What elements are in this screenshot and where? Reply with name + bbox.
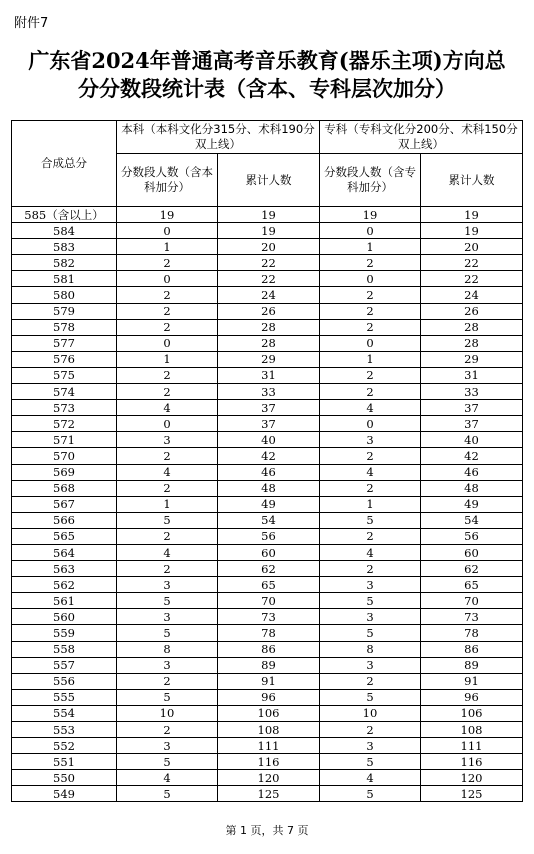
table-row	[12, 593, 523, 609]
cell-total-score: 557	[12, 657, 117, 673]
cell-total-score: 555	[12, 689, 117, 705]
table-body	[12, 207, 523, 802]
cell-undergrad-count: 3	[117, 577, 218, 593]
cell-total-score: 582	[12, 255, 117, 271]
cell-undergrad-cumulative: 19	[218, 223, 320, 239]
cell-undergrad-count: 2	[117, 319, 218, 335]
cell-junior-count: 1	[320, 239, 421, 255]
cell-junior-cumulative: 42	[421, 448, 523, 464]
table-row	[12, 480, 523, 496]
cell-junior-cumulative: 40	[421, 432, 523, 448]
cell-undergrad-cumulative: 46	[218, 464, 320, 480]
page-footer: 第 1 页，共 7 页	[225, 824, 309, 837]
table-row	[12, 271, 523, 287]
cell-undergrad-count: 2	[117, 673, 218, 689]
score-distribution-table	[11, 120, 523, 802]
table-row	[12, 448, 523, 464]
document-title-line-1: 广东省2024年普通高考音乐教育(器乐主项)方向总	[28, 48, 506, 73]
header-total-score: 合成总分	[12, 121, 117, 207]
cell-junior-cumulative: 73	[421, 609, 523, 625]
cell-total-score: 550	[12, 770, 117, 786]
cell-junior-count: 1	[320, 351, 421, 367]
cell-undergrad-count: 0	[117, 416, 218, 432]
cell-junior-cumulative: 37	[421, 416, 523, 432]
cell-junior-count: 2	[320, 287, 421, 303]
cell-junior-cumulative: 37	[421, 400, 523, 416]
cell-undergrad-count: 4	[117, 464, 218, 480]
cell-junior-cumulative: 26	[421, 303, 523, 319]
cell-undergrad-cumulative: 49	[218, 496, 320, 512]
cell-total-score: 551	[12, 754, 117, 770]
cell-junior-count: 2	[320, 367, 421, 383]
cell-junior-count: 3	[320, 432, 421, 448]
cell-junior-cumulative: 60	[421, 544, 523, 560]
cell-undergrad-count: 8	[117, 641, 218, 657]
cell-undergrad-cumulative: 116	[218, 754, 320, 770]
cell-junior-cumulative: 19	[421, 223, 523, 239]
cell-junior-count: 5	[320, 512, 421, 528]
header-undergrad-cumulative: 累计人数	[218, 154, 320, 207]
cell-junior-count: 0	[320, 271, 421, 287]
cell-undergrad-cumulative: 22	[218, 271, 320, 287]
table-row	[12, 722, 523, 738]
table-row	[12, 239, 523, 255]
cell-undergrad-count: 2	[117, 384, 218, 400]
cell-junior-count: 2	[320, 384, 421, 400]
cell-total-score: 581	[12, 271, 117, 287]
table-row	[12, 223, 523, 239]
cell-junior-cumulative: 54	[421, 512, 523, 528]
table-row	[12, 400, 523, 416]
cell-undergrad-count: 2	[117, 303, 218, 319]
cell-junior-cumulative: 96	[421, 689, 523, 705]
cell-junior-count: 19	[320, 207, 421, 223]
cell-junior-cumulative: 56	[421, 528, 523, 544]
cell-undergrad-count: 2	[117, 528, 218, 544]
cell-undergrad-cumulative: 40	[218, 432, 320, 448]
cell-junior-cumulative: 49	[421, 496, 523, 512]
cell-undergrad-cumulative: 111	[218, 738, 320, 754]
cell-junior-cumulative: 19	[421, 207, 523, 223]
cell-undergrad-cumulative: 86	[218, 641, 320, 657]
cell-undergrad-count: 2	[117, 561, 218, 577]
header-junior-count: 分数段人数（含专科加分）	[320, 154, 421, 207]
cell-junior-count: 3	[320, 609, 421, 625]
cell-junior-count: 2	[320, 255, 421, 271]
table-row	[12, 255, 523, 271]
cell-junior-cumulative: 108	[421, 722, 523, 738]
cell-total-score: 552	[12, 738, 117, 754]
table-row	[12, 512, 523, 528]
cell-junior-count: 2	[320, 528, 421, 544]
cell-total-score: 571	[12, 432, 117, 448]
cell-junior-count: 2	[320, 303, 421, 319]
table-row	[12, 496, 523, 512]
cell-undergrad-cumulative: 54	[218, 512, 320, 528]
cell-junior-cumulative: 120	[421, 770, 523, 786]
cell-junior-cumulative: 24	[421, 287, 523, 303]
cell-undergrad-cumulative: 37	[218, 400, 320, 416]
cell-undergrad-cumulative: 125	[218, 786, 320, 802]
cell-undergrad-count: 2	[117, 722, 218, 738]
cell-undergrad-count: 2	[117, 367, 218, 383]
cell-junior-count: 0	[320, 223, 421, 239]
cell-junior-cumulative: 125	[421, 786, 523, 802]
cell-undergrad-cumulative: 22	[218, 255, 320, 271]
table-row	[12, 416, 523, 432]
cell-total-score: 575	[12, 367, 117, 383]
cell-undergrad-cumulative: 20	[218, 239, 320, 255]
cell-junior-cumulative: 46	[421, 464, 523, 480]
cell-total-score: 568	[12, 480, 117, 496]
cell-junior-cumulative: 20	[421, 239, 523, 255]
cell-undergrad-cumulative: 28	[218, 335, 320, 351]
cell-junior-count: 4	[320, 400, 421, 416]
cell-undergrad-count: 5	[117, 593, 218, 609]
table-row	[12, 754, 523, 770]
cell-junior-cumulative: 22	[421, 271, 523, 287]
cell-total-score: 559	[12, 625, 117, 641]
cell-junior-count: 4	[320, 464, 421, 480]
cell-undergrad-cumulative: 108	[218, 722, 320, 738]
table-row	[12, 577, 523, 593]
cell-total-score: 577	[12, 335, 117, 351]
cell-junior-cumulative: 116	[421, 754, 523, 770]
cell-junior-count: 0	[320, 416, 421, 432]
cell-undergrad-cumulative: 24	[218, 287, 320, 303]
cell-junior-cumulative: 89	[421, 657, 523, 673]
cell-junior-count: 4	[320, 544, 421, 560]
table-row	[12, 335, 523, 351]
cell-undergrad-count: 0	[117, 335, 218, 351]
header-undergrad-count: 分数段人数（含本科加分）	[117, 154, 218, 207]
cell-junior-count: 4	[320, 770, 421, 786]
cell-junior-count: 5	[320, 754, 421, 770]
cell-undergrad-count: 3	[117, 738, 218, 754]
cell-undergrad-count: 3	[117, 609, 218, 625]
cell-junior-cumulative: 78	[421, 625, 523, 641]
table-row	[12, 319, 523, 335]
cell-undergrad-cumulative: 28	[218, 319, 320, 335]
cell-undergrad-cumulative: 42	[218, 448, 320, 464]
cell-undergrad-cumulative: 62	[218, 561, 320, 577]
cell-junior-count: 2	[320, 448, 421, 464]
table-row	[12, 657, 523, 673]
cell-undergrad-count: 5	[117, 754, 218, 770]
cell-undergrad-cumulative: 65	[218, 577, 320, 593]
cell-junior-cumulative: 106	[421, 705, 523, 721]
table-row	[12, 287, 523, 303]
cell-total-score: 554	[12, 705, 117, 721]
cell-undergrad-count: 3	[117, 657, 218, 673]
cell-undergrad-count: 5	[117, 625, 218, 641]
cell-total-score: 578	[12, 319, 117, 335]
cell-junior-cumulative: 91	[421, 673, 523, 689]
cell-undergrad-cumulative: 89	[218, 657, 320, 673]
cell-junior-count: 0	[320, 335, 421, 351]
cell-undergrad-cumulative: 96	[218, 689, 320, 705]
cell-total-score: 558	[12, 641, 117, 657]
cell-undergrad-count: 10	[117, 705, 218, 721]
cell-total-score: 565	[12, 528, 117, 544]
cell-junior-count: 2	[320, 480, 421, 496]
table-row	[12, 673, 523, 689]
cell-junior-count: 5	[320, 593, 421, 609]
header-undergrad-group: 本科（本科文化分315分、术科190分双上线）	[117, 121, 320, 154]
cell-undergrad-cumulative: 60	[218, 544, 320, 560]
cell-junior-count: 8	[320, 641, 421, 657]
table-row	[12, 705, 523, 721]
cell-undergrad-cumulative: 29	[218, 351, 320, 367]
cell-junior-count: 2	[320, 722, 421, 738]
cell-junior-cumulative: 111	[421, 738, 523, 754]
table-row	[12, 561, 523, 577]
cell-undergrad-count: 5	[117, 786, 218, 802]
table-row	[12, 738, 523, 754]
cell-total-score: 561	[12, 593, 117, 609]
cell-undergrad-count: 2	[117, 287, 218, 303]
cell-total-score: 566	[12, 512, 117, 528]
cell-undergrad-cumulative: 56	[218, 528, 320, 544]
table-row	[12, 528, 523, 544]
cell-junior-count: 2	[320, 673, 421, 689]
cell-undergrad-cumulative: 91	[218, 673, 320, 689]
cell-undergrad-cumulative: 106	[218, 705, 320, 721]
cell-junior-count: 3	[320, 657, 421, 673]
cell-undergrad-count: 4	[117, 770, 218, 786]
cell-undergrad-cumulative: 26	[218, 303, 320, 319]
cell-total-score: 553	[12, 722, 117, 738]
cell-total-score: 549	[12, 786, 117, 802]
document-title-line-2: 分分数段统计表（含本、专科层次加分）	[78, 76, 456, 101]
attachment-label: 附件7	[14, 16, 49, 31]
cell-total-score: 564	[12, 544, 117, 560]
cell-junior-count: 2	[320, 319, 421, 335]
table-row	[12, 625, 523, 641]
cell-undergrad-count: 0	[117, 223, 218, 239]
cell-junior-cumulative: 70	[421, 593, 523, 609]
cell-junior-cumulative: 28	[421, 335, 523, 351]
cell-total-score: 569	[12, 464, 117, 480]
cell-undergrad-cumulative: 70	[218, 593, 320, 609]
cell-undergrad-count: 5	[117, 512, 218, 528]
cell-undergrad-count: 2	[117, 448, 218, 464]
header-junior-group: 专科（专科文化分200分、术科150分双上线）	[320, 121, 523, 154]
cell-junior-count: 2	[320, 561, 421, 577]
cell-junior-count: 1	[320, 496, 421, 512]
cell-junior-count: 5	[320, 786, 421, 802]
table-row	[12, 464, 523, 480]
cell-total-score: 562	[12, 577, 117, 593]
cell-undergrad-cumulative: 48	[218, 480, 320, 496]
cell-total-score: 563	[12, 561, 117, 577]
cell-undergrad-cumulative: 73	[218, 609, 320, 625]
cell-undergrad-count: 3	[117, 432, 218, 448]
table-row	[12, 384, 523, 400]
cell-undergrad-count: 4	[117, 544, 218, 560]
cell-junior-cumulative: 86	[421, 641, 523, 657]
table-row	[12, 641, 523, 657]
cell-total-score: 574	[12, 384, 117, 400]
table-row	[12, 367, 523, 383]
header-junior-cumulative: 累计人数	[421, 154, 523, 207]
cell-undergrad-cumulative: 37	[218, 416, 320, 432]
cell-total-score: 580	[12, 287, 117, 303]
cell-total-score: 584	[12, 223, 117, 239]
table-row	[12, 207, 523, 223]
cell-total-score: 567	[12, 496, 117, 512]
cell-total-score: 560	[12, 609, 117, 625]
cell-undergrad-cumulative: 33	[218, 384, 320, 400]
cell-junior-count: 3	[320, 577, 421, 593]
cell-junior-count: 5	[320, 689, 421, 705]
cell-undergrad-count: 1	[117, 351, 218, 367]
cell-total-score: 585（含以上）	[12, 207, 117, 223]
cell-undergrad-cumulative: 78	[218, 625, 320, 641]
cell-junior-count: 3	[320, 738, 421, 754]
table-row	[12, 786, 523, 802]
table-row	[12, 689, 523, 705]
cell-undergrad-count: 4	[117, 400, 218, 416]
table-row	[12, 351, 523, 367]
cell-total-score: 573	[12, 400, 117, 416]
cell-total-score: 579	[12, 303, 117, 319]
cell-junior-cumulative: 22	[421, 255, 523, 271]
cell-undergrad-cumulative: 31	[218, 367, 320, 383]
cell-junior-count: 5	[320, 625, 421, 641]
cell-undergrad-cumulative: 19	[218, 207, 320, 223]
cell-total-score: 570	[12, 448, 117, 464]
cell-total-score: 576	[12, 351, 117, 367]
cell-undergrad-count: 19	[117, 207, 218, 223]
table-row	[12, 544, 523, 560]
cell-junior-count: 10	[320, 705, 421, 721]
cell-undergrad-count: 2	[117, 480, 218, 496]
cell-undergrad-cumulative: 120	[218, 770, 320, 786]
cell-undergrad-count: 1	[117, 496, 218, 512]
cell-undergrad-count: 2	[117, 255, 218, 271]
cell-total-score: 583	[12, 239, 117, 255]
cell-total-score: 572	[12, 416, 117, 432]
cell-undergrad-count: 0	[117, 271, 218, 287]
table-row	[12, 303, 523, 319]
cell-undergrad-count: 1	[117, 239, 218, 255]
cell-junior-cumulative: 31	[421, 367, 523, 383]
cell-junior-cumulative: 48	[421, 480, 523, 496]
table-row	[12, 609, 523, 625]
cell-junior-cumulative: 62	[421, 561, 523, 577]
cell-junior-cumulative: 28	[421, 319, 523, 335]
table-row	[12, 432, 523, 448]
cell-junior-cumulative: 33	[421, 384, 523, 400]
cell-junior-cumulative: 29	[421, 351, 523, 367]
table-row	[12, 770, 523, 786]
cell-junior-cumulative: 65	[421, 577, 523, 593]
cell-total-score: 556	[12, 673, 117, 689]
cell-undergrad-count: 5	[117, 689, 218, 705]
